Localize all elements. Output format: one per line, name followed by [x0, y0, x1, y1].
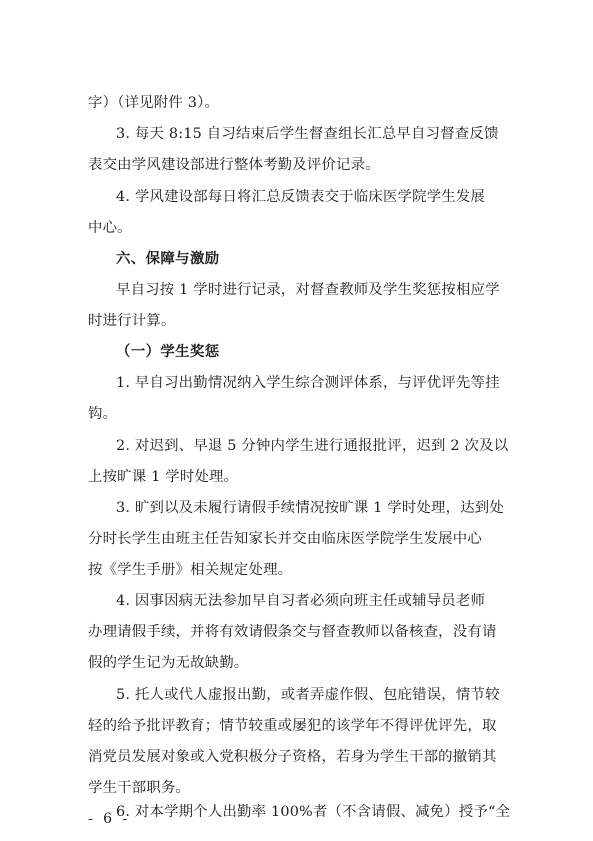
paragraph-line-2: 3. 每天 8:15 自习结束后学生督查组长汇总早自习督查反馈	[116, 126, 499, 142]
paragraph-line-22: 消党员发展对象或入党积极分子资格，若身为学生干部的撤销其	[88, 749, 497, 765]
paragraph-line-10: 1. 早自习出勤情况纳入学生综合测评体系，与评优评先等挂	[116, 375, 500, 391]
page-number: - 6 -	[88, 811, 131, 827]
paragraph-line-7: 早自习按 1 学时进行记录，对督查教师及学生奖惩按相应学	[116, 282, 500, 298]
paragraph-line-23: 学生干部职务。	[88, 780, 191, 796]
paragraph-line-3: 表交由学风建设部进行整体考勤及评价记录。	[88, 157, 380, 173]
paragraph-line-24: 6. 对本学期个人出勤率 100%者（不含请假、减免）授予“全	[116, 804, 511, 820]
paragraph-line-11: 钩。	[88, 406, 118, 422]
paragraph-line-20: 5. 托人或代人虚报出勤，或者弄虚作假、包庇错误，情节较	[116, 687, 500, 703]
paragraph-line-13: 上按旷课 1 学时处理。	[88, 469, 239, 485]
paragraph-line-5: 中心。	[88, 220, 132, 236]
paragraph-line-1: 字）（详见附件 3）。	[88, 95, 220, 111]
subsection-heading: （一）学生奖惩	[116, 344, 220, 360]
paragraph-line-14: 3. 旷到以及未履行请假手续情况按旷课 1 学时处理，达到处	[116, 500, 504, 516]
section-heading: 六、保障与激励	[116, 251, 220, 267]
paragraph-line-19: 假的学生记为无故缺勤。	[88, 655, 249, 671]
paragraph-line-16: 按《学生手册》相关规定处理。	[88, 562, 293, 578]
paragraph-line-4: 4. 学风建设部每日将汇总反馈表交于临床医学院学生发展	[116, 189, 486, 205]
paragraph-line-15: 分时长学生由班主任告知家长并交由临床医学院学生发展中心	[88, 531, 482, 547]
paragraph-line-12: 2. 对迟到、早退 5 分钟内学生进行通报批评，迟到 2 次及以	[116, 438, 509, 454]
paragraph-line-17: 4. 因事因病无法参加早自习者必须向班主任或辅导员老师	[116, 593, 486, 609]
paragraph-line-21: 轻的给予批评教育；情节较重或屡犯的该学年不得评优评先，取	[88, 718, 497, 734]
paragraph-line-18: 办理请假手续，并将有效请假条交与督查教师以备核查，没有请	[88, 624, 497, 640]
paragraph-line-8: 时进行计算。	[88, 313, 176, 329]
